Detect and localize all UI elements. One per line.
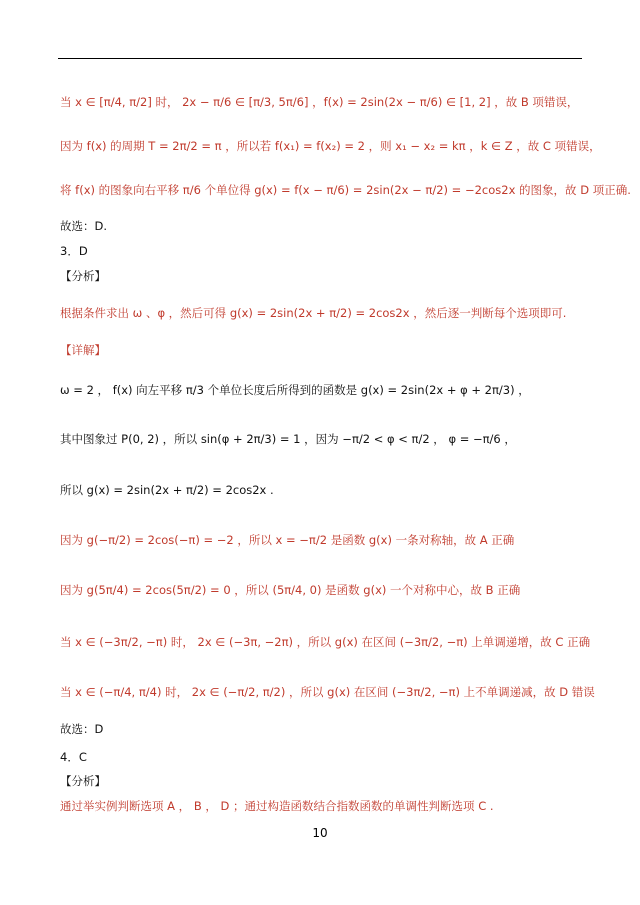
text-line-4: 故选：D. (60, 219, 108, 233)
text-line-2: 因为 f(x) 的周期 T = 2π/2 = π ，所以若 f(x₁) = f(x₂) = 2 ，则 x₁ − x₂ = kπ ，k ∈ Z ，故 C 项错误， (60, 139, 601, 153)
text-line-11: 所以 g(x) = 2sin(2x + π/2) = 2cos2x . (60, 483, 274, 497)
header-rule (58, 58, 582, 59)
text-line-3: 将 f(x) 的图象向右平移 π/6 个单位得 g(x) = f(x − π/6) = 2sin(2x − π/2) = −2cos2x 的图象，故 D 项正确. (60, 183, 631, 197)
text-line-10: 其中图象过 P(0, 2) ，所以 sin(φ + 2π/3) = 1 ，因为 −π/2 < φ < π/2 ， φ = −π/6 ， (60, 432, 516, 446)
text-line-15: 当 x ∈ (−π/4, π/4) 时， 2x ∈ (−π/2, π/2) ，所以 g(x) 在区间 (−3π/2, −π) 上不单调递减，故 D 错误 (60, 685, 595, 699)
text-line-12: 因为 g(−π/2) = 2cos(−π) = −2 ，所以 x = −π/2 是函数 g(x) 一条对称轴，故 A 正确 (60, 533, 515, 547)
text-line-17: 4．C (60, 750, 87, 764)
text-line-5: 3．D (60, 244, 88, 258)
page-number: 10 (312, 826, 328, 840)
text-line-9: ω = 2 ， f(x) 向左平移 π/3 个单位长度后所得到的函数是 g(x) = 2sin(2x + φ + 2π/3) ， (60, 383, 530, 397)
text-line-7: 根据条件求出 ω 、φ ，然后可得 g(x) = 2sin(2x + π/2) = 2cos2x ，然后逐一判断每个选项即可. (60, 306, 567, 320)
text-line-8: 【详解】 (60, 343, 106, 357)
text-line-18: 【分析】 (60, 774, 106, 788)
text-line-14: 当 x ∈ (−3π/2, −π) 时， 2x ∈ (−3π, −2π) ，所以 g(x) 在区间 (−3π/2, −π) 上单调递增，故 C 正确 (60, 635, 591, 649)
text-line-19: 通过举实例判断选项 A ， B ， D ；通过构造函数结合指数函数的单调性判断选项 C . (60, 799, 494, 813)
text-line-13: 因为 g(5π/4) = 2cos(5π/2) = 0 ，所以 (5π/4, 0) 是函数 g(x) 一个对称中心，故 B 正确 (60, 583, 521, 597)
text-line-6: 【分析】 (60, 269, 106, 283)
text-line-16: 故选：D (60, 722, 104, 736)
text-line-1: 当 x ∈ [π/4, π/2] 时， 2x − π/6 ∈ [π/3, 5π/6] ，f(x) = 2sin(2x − π/6) ∈ [1, 2] ，故 B 项错误， (60, 95, 579, 109)
